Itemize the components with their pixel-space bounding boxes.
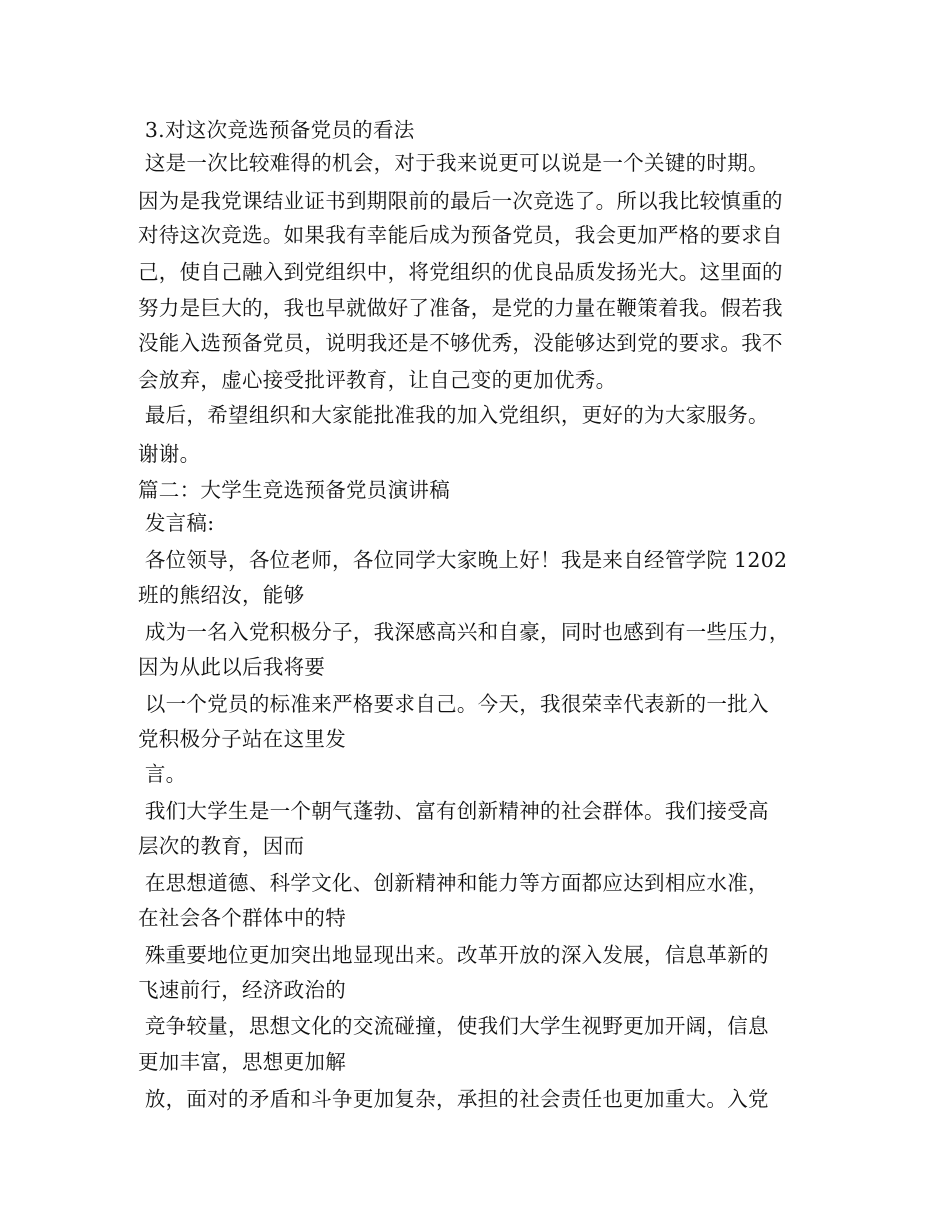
text-line: 我们大学生是一个朝气蓬勃、富有创新精神的社会群体。我们接受高 bbox=[138, 799, 769, 823]
text-line: 在思想道德、科学文化、创新精神和能力等方面都应达到相应水准， bbox=[138, 871, 769, 895]
text-line: 放，面对的矛盾和斗争更加复杂，承担的社会责任也更加重大。入党 bbox=[138, 1087, 769, 1111]
text-line: 以一个党员的标准来严格要求自己。今天，我很荣幸代表新的一批入 bbox=[138, 692, 769, 716]
text-line: 努力是巨大的，我也早就做好了准备，是党的力量在鞭策着我。假若我 bbox=[138, 296, 783, 320]
text-line: 会放弃，虚心接受批评教育，让自己变的更加优秀。 bbox=[138, 368, 617, 392]
text-line: 谢谢。 bbox=[138, 442, 201, 466]
text-line: 班的熊绍汝，能够 bbox=[138, 583, 305, 607]
text-line: 没能入选预备党员，说明我还是不够优秀，没能够达到党的要求。我不 bbox=[138, 331, 783, 355]
text-line: 3.对这次竞选预备党员的看法 bbox=[138, 118, 415, 142]
text-line: 己，使自己融入到党组织中，将党组织的优良品质发扬光大。这里面的 bbox=[138, 260, 783, 284]
text-line: 言。 bbox=[138, 762, 187, 786]
text-line: 层次的教育，因而 bbox=[138, 834, 305, 858]
text-line: 各位领导，各位老师，各位同学大家晚上好！我是来自经管学院 1202 bbox=[138, 548, 788, 572]
text-line: 因为是我党课结业证书到期限前的最后一次竞选了。所以我比较慎重的 bbox=[138, 189, 783, 213]
text-line: 这是一次比较难得的机会，对于我来说更可以说是一个关键的时期。 bbox=[138, 151, 769, 175]
text-line: 因为从此以后我将要 bbox=[138, 655, 326, 679]
text-line: 党积极分子站在这里发 bbox=[138, 727, 346, 751]
text-line: 竞争较量，思想文化的交流碰撞，使我们大学生视野更加开阔，信息 bbox=[138, 1014, 769, 1038]
text-line: 在社会各个群体中的特 bbox=[138, 906, 346, 930]
text-line: 殊重要地位更加突出地显现出来。改革开放的深入发展，信息革新的 bbox=[138, 943, 769, 967]
text-line: 发言稿: bbox=[138, 511, 215, 535]
text-line: 最后，希望组织和大家能批准我的加入党组织，更好的为大家服务。 bbox=[138, 403, 769, 427]
section-heading: 篇二：大学生竞选预备党员演讲稿 bbox=[138, 478, 450, 502]
text-line: 对待这次竞选。如果我有幸能后成为预备党员，我会更加严格的要求自 bbox=[138, 223, 783, 247]
text-line: 飞速前行，经济政治的 bbox=[138, 978, 346, 1002]
text-line: 成为一名入党积极分子，我深感高兴和自豪，同时也感到有一些压力， bbox=[138, 620, 790, 644]
text-line: 更加丰富，思想更加解 bbox=[138, 1050, 346, 1074]
